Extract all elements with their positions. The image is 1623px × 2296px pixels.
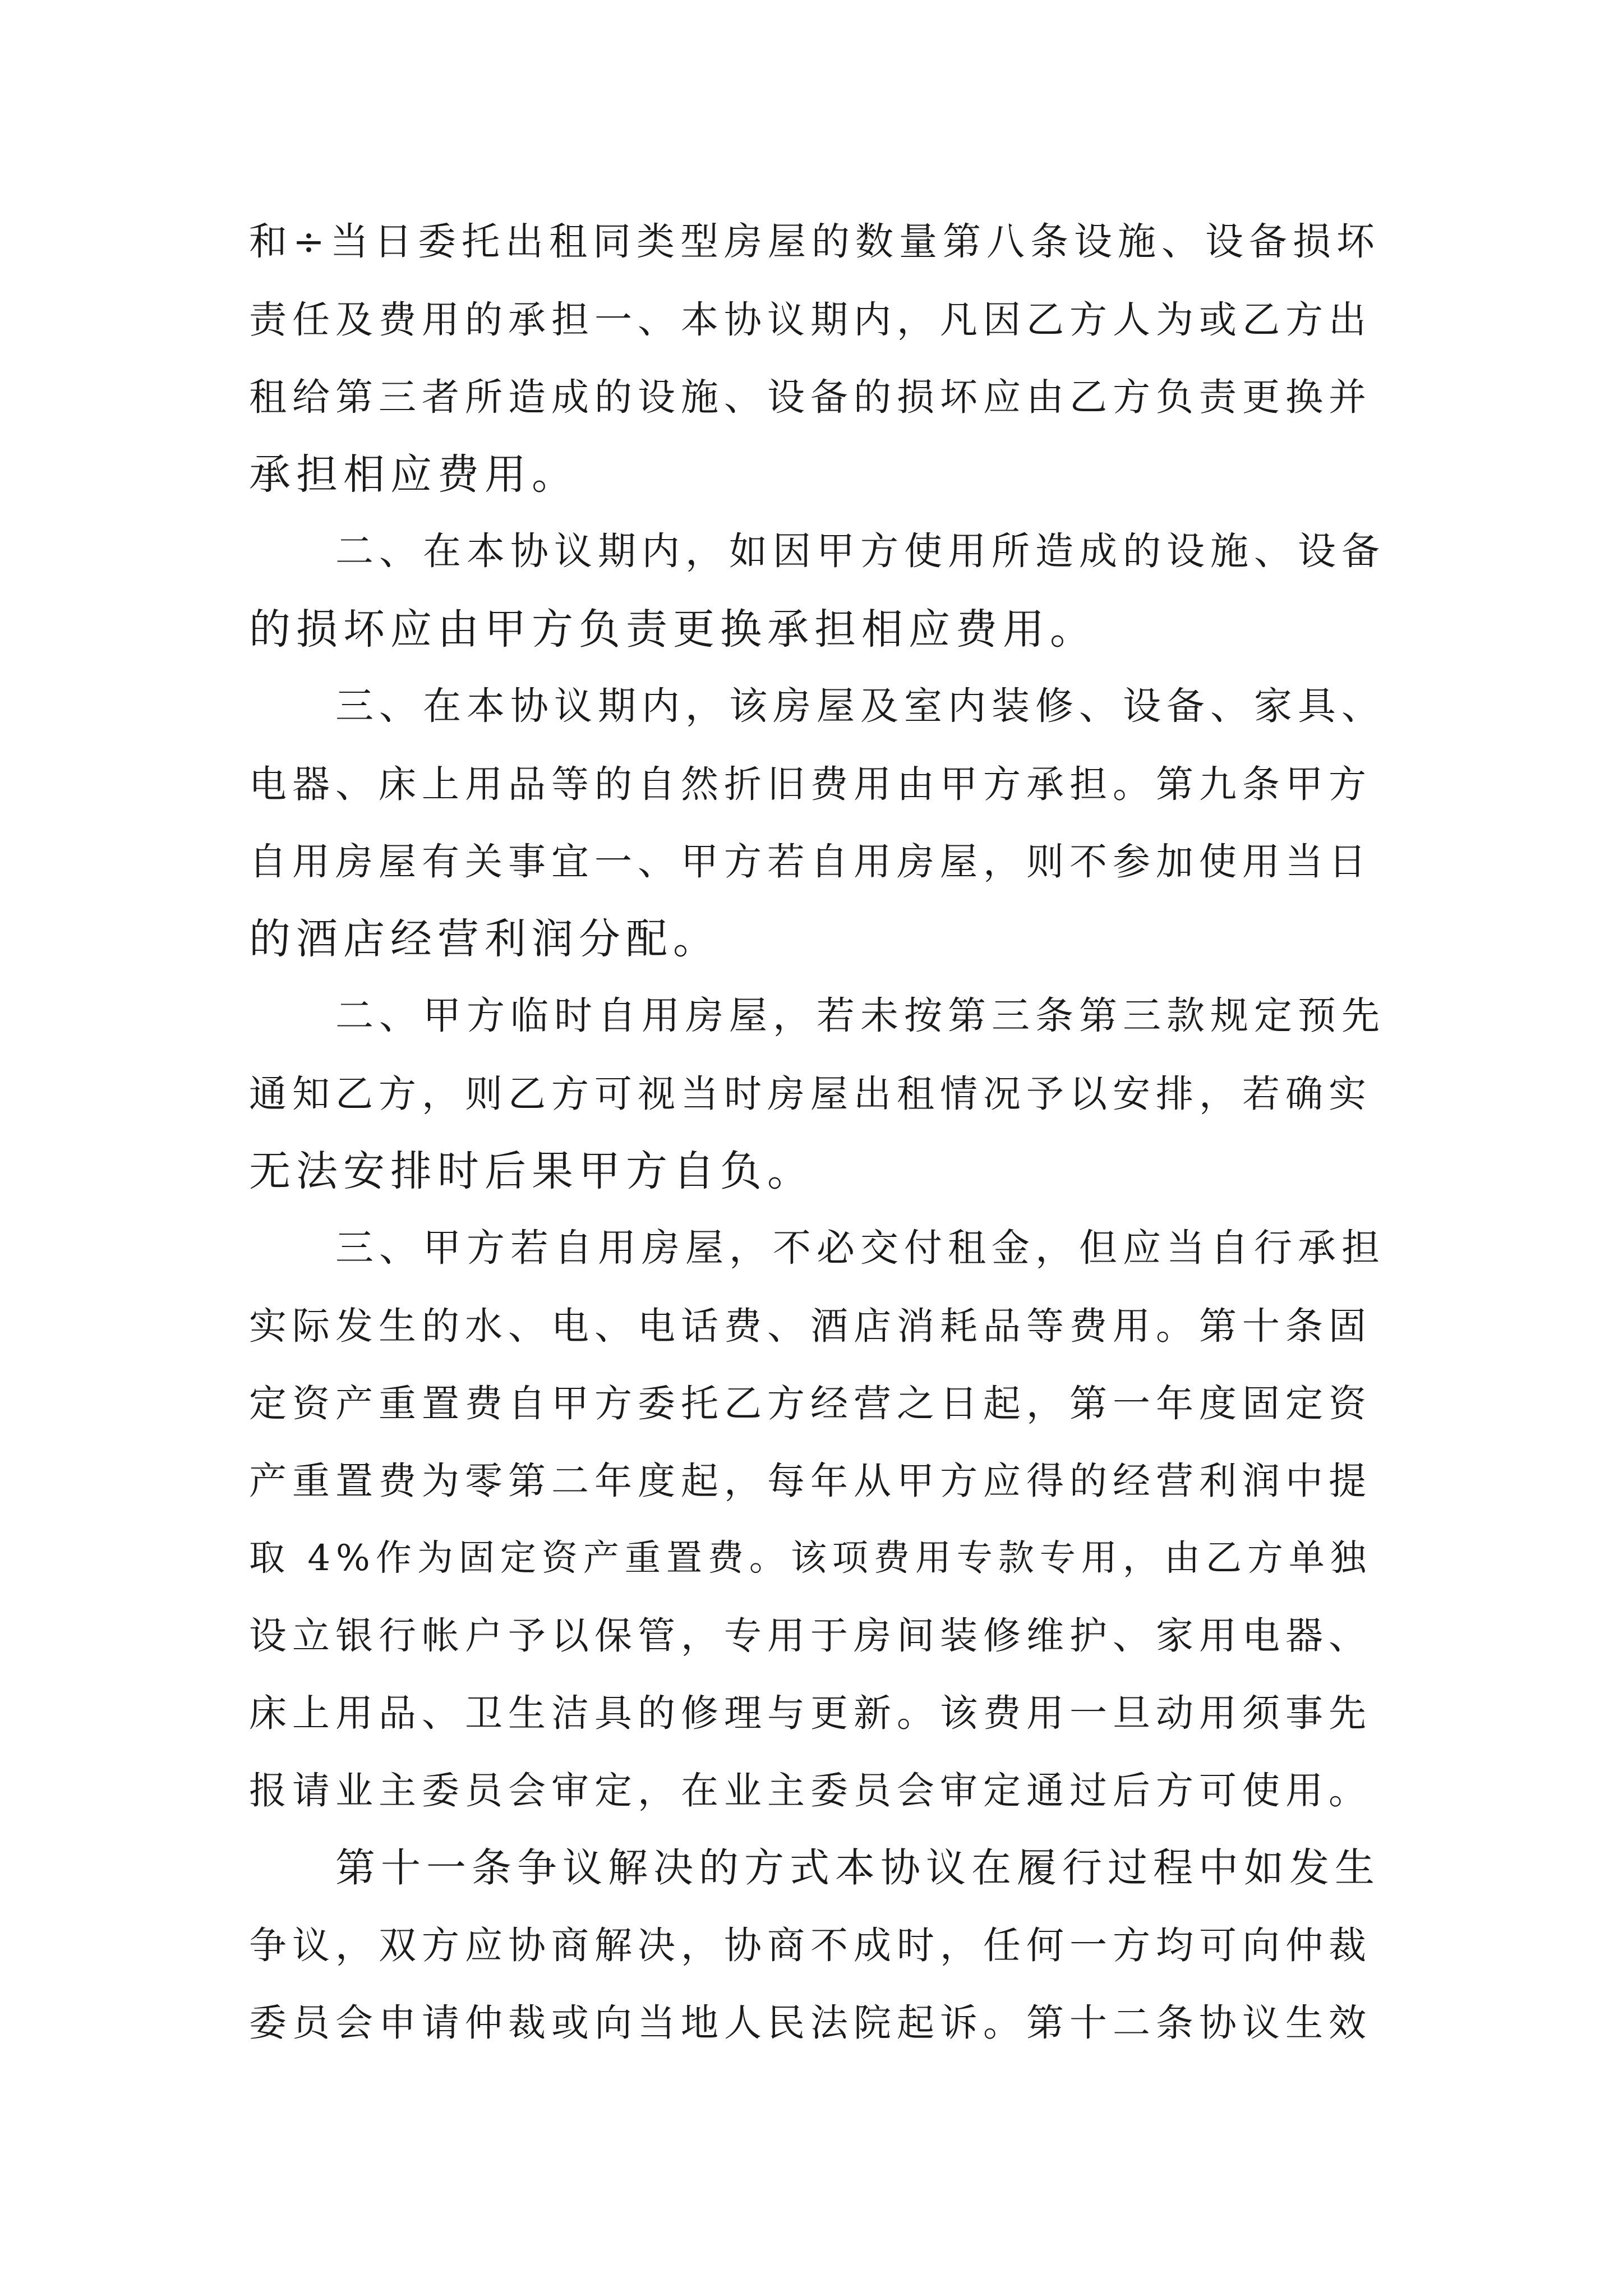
text-line-22: 第十一条争议解决的方式本协议在履行过程中如发生: [335, 1844, 1381, 1891]
text-line-3: 租给第三者所造成的设施、设备的损坏应由乙方负责更换并: [249, 375, 1372, 419]
text-line-5: 二、在本协议期内，如因甲方使用所造成的设施、设备: [335, 530, 1386, 574]
text-line-23: 争议，双方应协商解决，协商不成时，任何一方均可向仲裁: [249, 1924, 1372, 1967]
text-line-20: 床上用品、卫生洁具的修理与更新。该费用一旦动用须事先: [249, 1691, 1372, 1735]
text-line-17: 产重置费为零第二年度起，每年从甲方应得的经营利润中提: [249, 1459, 1372, 1503]
text-line-10: 的酒店经营利润分配。: [249, 915, 720, 963]
text-line-11: 二、甲方临时自用房屋，若未按第三条第三款规定预先: [335, 994, 1386, 1038]
text-line-12: 通知乙方，则乙方可视当时房屋出租情况予以安排，若确实: [249, 1072, 1372, 1116]
text-line-7: 三、在本协议期内，该房屋及室内装修、设备、家具、: [335, 684, 1386, 729]
text-line-1: 和÷当日委托出租同类型房屋的数量第八条设施、设备损坏: [249, 220, 1380, 264]
text-line-6: 的损坏应由甲方负责更换承担相应费用。: [249, 605, 1097, 654]
text-line-19: 设立银行帐户予以保管，专用于房间装修维护、家用电器、: [249, 1614, 1372, 1658]
text-line-21: 报请业主委员会审定，在业主委员会审定通过后方可使用。: [249, 1769, 1372, 1812]
text-line-14: 三、甲方若自用房屋，不必交付租金，但应当自行承担: [335, 1226, 1386, 1271]
text-line-8: 电器、床上用品等的自然折旧费用由甲方承担。第九条甲方: [249, 762, 1372, 806]
text-line-9: 自用房屋有关事宜一、甲方若自用房屋，则不参加使用当日: [249, 840, 1372, 884]
text-line-13: 无法安排时后果甲方自负。: [249, 1147, 814, 1195]
text-line-24: 委员会申请仲裁或向当地人民法院起诉。第十二条协议生效: [249, 2001, 1372, 2045]
text-line-18: 取 4%作为固定资产重置费。该项费用专款专用，由乙方单独: [249, 1538, 1372, 1579]
text-line-2: 责任及费用的承担一、本协议期内，凡因乙方人为或乙方出: [249, 298, 1372, 342]
text-line-16: 定资产重置费自甲方委托乙方经营之日起，第一年度固定资: [249, 1382, 1372, 1425]
text-line-4: 承担相应费用。: [249, 450, 579, 499]
text-line-15: 实际发生的水、电、电话费、酒店消耗品等费用。第十条固: [249, 1304, 1372, 1348]
